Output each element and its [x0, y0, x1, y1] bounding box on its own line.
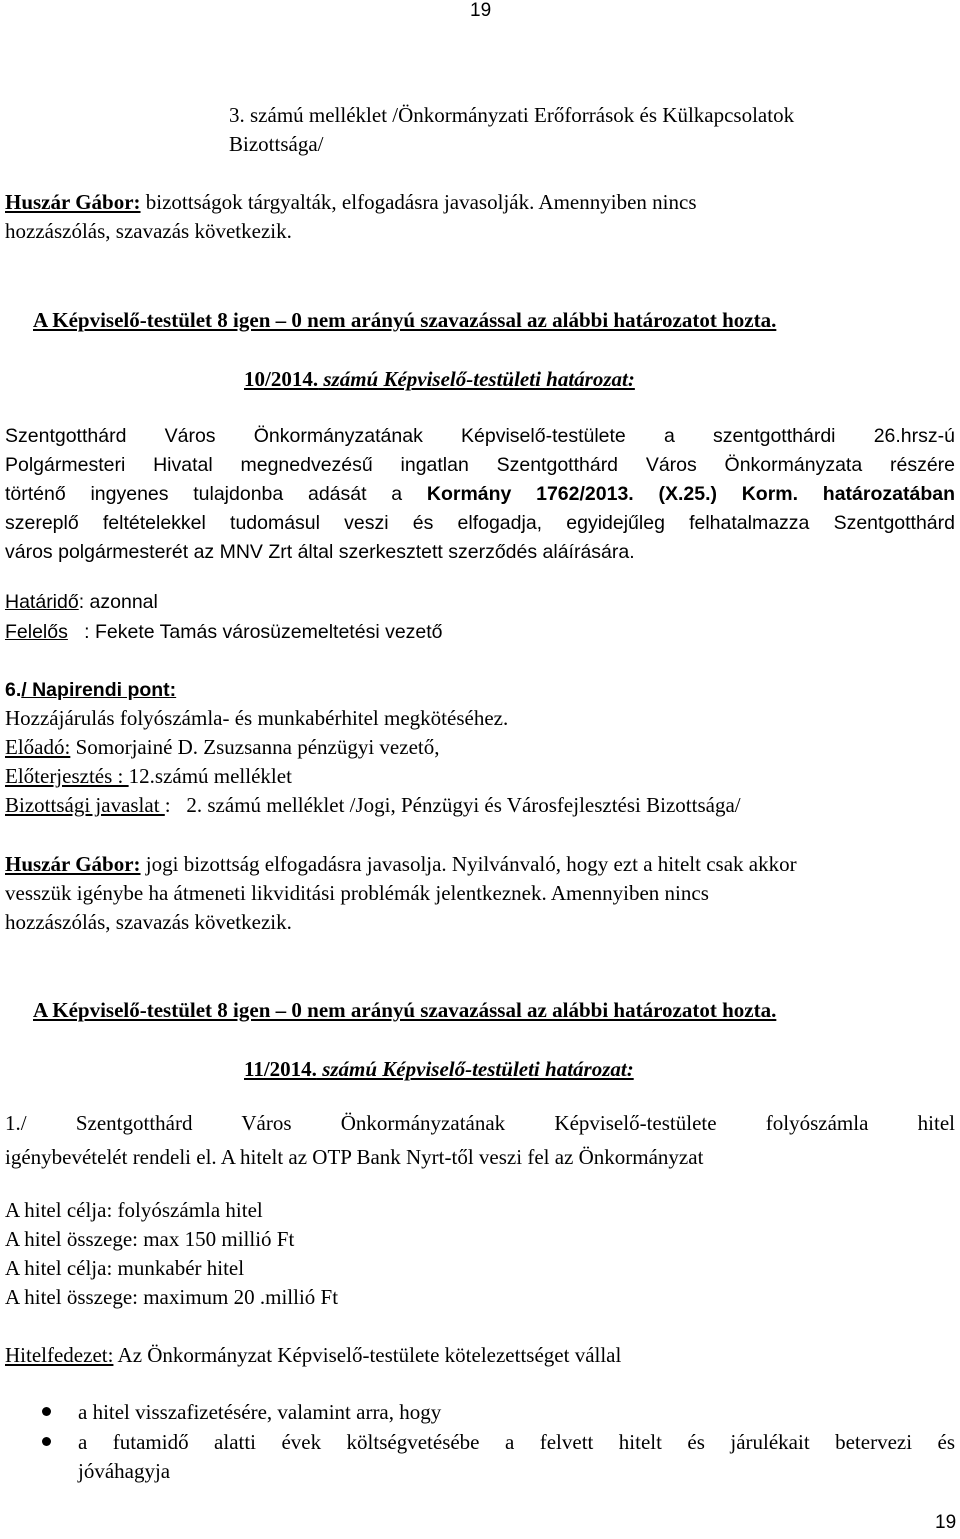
loan1-amount: A hitel összege: max 150 millió Ft [5, 1227, 295, 1251]
vote-statement-1: A Képviselő-testület 8 igen – 0 nem arányú szavazással az alábbi határozatot hozta. [33, 308, 777, 332]
resolution-number: 10/2014. [244, 367, 319, 391]
speech1-line1 [5, 189, 697, 215]
prev-item-line1: 3. számú melléklet /Önkormányzati Erőforrások és Külkapcsolatok [229, 103, 795, 127]
resolution-title: számú Képviselő-testületi határozat: [318, 367, 635, 391]
bullet-item-1: a hitel visszafizetésére, valamint arra, hogy [78, 1400, 442, 1424]
coverage-line [5, 1342, 621, 1368]
agenda-heading [5, 677, 176, 703]
agenda-subject: Hozzájárulás folyószámla- és munkabérhitel megkötéséhez. [5, 706, 509, 730]
deadline-label: Határidő [5, 591, 79, 613]
coverage-value: Az Önkormányzat Képviselő-testülete kötelezettséget vállal [113, 1343, 622, 1367]
coverage-label: Hitelfedezet: [5, 1343, 114, 1367]
vote-statement-2: A Képviselő-testület 8 igen – 0 nem arányú szavazással az alábbi határozatot hozta. [33, 998, 777, 1022]
resolution1-line2: Polgármesteri Hivatal megnedvezésű ingatlan Szentgotthárd Város Önkormányzata részére [5, 454, 955, 476]
submission-line [5, 763, 292, 789]
resolution1-line3-text: történő ingyenes tulajdonba adását a [5, 483, 427, 505]
submission-label: Előterjesztés : [5, 764, 129, 788]
speech1-line2: hozzászólás, szavazás következik. [5, 219, 292, 243]
presenter-label: Előadó: [5, 735, 71, 759]
speaker-name: Huszár Gábor: [5, 852, 141, 876]
speech2-line1 [5, 851, 797, 877]
bullet-item-2-line2: jóváhagyja [78, 1459, 171, 1483]
committee-value: : 2. számú melléklet /Jogi, Pénzügyi és Városfejlesztési Bizottsága/ [164, 793, 741, 817]
page-number-top: 19 [470, 0, 492, 21]
bullet-dot-icon [42, 1437, 51, 1446]
resolution1-line3 [5, 481, 955, 507]
resolution1-heading [244, 366, 635, 392]
speech-text: bizottságok tárgyalták, elfogadásra javasolják. Amennyiben nincs [140, 190, 697, 214]
resolution2-line2: igénybevételét rendeli el. A hitelt az OTP Bank Nyrt-től veszi fel az Önkormányzat [5, 1145, 704, 1169]
responsible-label: Felelős [5, 621, 68, 643]
speaker-name: Huszár Gábor: [5, 190, 141, 214]
deadline-line [5, 589, 158, 615]
responsible-value: : Fekete Tamás városüzemeltetési vezető [67, 621, 443, 643]
agenda-number: 6. [5, 679, 22, 701]
loan2-purpose: A hitel célja: munkabér hitel [5, 1256, 245, 1280]
responsible-line [5, 619, 443, 645]
resolution1-line5: város polgármesterét az MNV Zrt által szerkesztett szerződés aláírására. [5, 541, 635, 563]
deadline-value: : azonnal [78, 591, 158, 613]
bullet-item-2-line1: a futamidő alatti évek költségvetésébe a felvett hitelt és járulékait betervezi és [78, 1430, 955, 1454]
resolution-title: számú Képviselő-testületi határozat: [316, 1057, 634, 1081]
speech2-line2: vesszük igénybe ha átmeneti likviditási problémák jelentkeznek. Amennyiben nincs [5, 881, 709, 905]
presenter-value: Somorjainé D. Zsuzsanna pénzügyi vezető, [70, 735, 440, 759]
resolution2-line1: 1./ Szentgotthárd Város Önkormányzatának Képviselő-testülete folyószámla hitel [5, 1111, 955, 1135]
government-decree-reference: Kormány 1762/2013. (X.25.) Korm. határozatában [426, 483, 955, 505]
submission-value: 12.számú melléklet [128, 764, 292, 788]
speech-text: jogi bizottság elfogadásra javasolja. Nyilvánvaló, hogy ezt a hitelt csak akkor [140, 852, 797, 876]
presenter-line [5, 734, 439, 760]
resolution1-line4: szereplő feltételekkel tudomásul veszi és elfogadja, egyidejűleg felhatalmazza Szentgotthárd [5, 512, 955, 534]
committee-label: Bizottsági javaslat [5, 793, 165, 817]
prev-item-line2: Bizottsága/ [229, 132, 324, 156]
page-number-bottom: 19 [935, 1512, 957, 1533]
resolution-number: 11/2014. [244, 1057, 317, 1081]
loan1-purpose: A hitel célja: folyószámla hitel [5, 1198, 263, 1222]
resolution1-line1: Szentgotthárd Város Önkormányzatának Képviselő-testülete a szentgotthárdi 26.hrsz-ú [5, 425, 955, 447]
resolution2-heading [244, 1056, 634, 1082]
speech2-line3: hozzászólás, szavazás következik. [5, 910, 292, 934]
agenda-label: / Napirendi pont: [21, 679, 177, 701]
committee-line [5, 792, 741, 818]
bullet-dot-icon [42, 1407, 51, 1416]
loan2-amount: A hitel összege: maximum 20 .millió Ft [5, 1285, 339, 1309]
